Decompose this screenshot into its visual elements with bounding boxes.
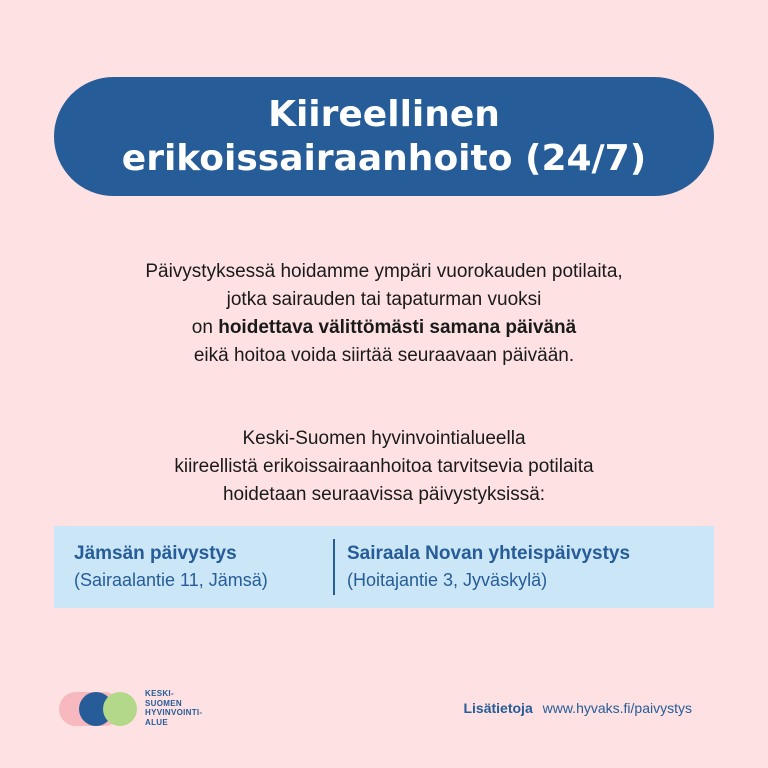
logo-text-line: SUOMEN xyxy=(145,698,182,708)
location-address: (Hoitajantie 3, Jyväskylä) xyxy=(347,570,548,590)
region-line-3: hoidetaan seuraavissa päivystyksissä: xyxy=(222,484,546,505)
intro-line-1: Päivystyksessä hoidamme ympäri vuorokauden potilaita, xyxy=(145,261,623,282)
region-text xyxy=(40,425,728,509)
footer-info xyxy=(463,700,692,716)
location-name: Jämsän päivystys xyxy=(74,543,237,564)
title-banner xyxy=(54,77,714,196)
logo-text-line: ALUE xyxy=(145,717,168,727)
locations-box xyxy=(54,526,714,608)
organization-logo-text xyxy=(145,689,202,727)
intro-line-2: jotka sairauden tai tapaturman vuoksi xyxy=(226,289,542,310)
title-line-2: erikoissairaanhoito (24/7) xyxy=(121,137,647,179)
title-line-1: Kiireellinen xyxy=(268,93,500,135)
intro-emphasis: hoidettava välittömästi samana päivänä xyxy=(218,317,577,338)
intro-line-3 xyxy=(40,314,728,342)
intro-line-4: eikä hoitoa voida siirtää seuraavaan päivään. xyxy=(193,345,575,366)
region-line-1: Keski-Suomen hyvinvointialueella xyxy=(242,428,526,449)
location-nova xyxy=(335,540,630,594)
more-info-label: Lisätietoja xyxy=(463,700,533,716)
intro-line-3-prefix: on xyxy=(191,317,219,338)
logo-text-line: KESKI- xyxy=(145,689,174,698)
more-info-link[interactable]: www.hyvaks.fi/paivystys xyxy=(542,700,692,716)
logo-text-line: HYVINVOINTI- xyxy=(145,708,203,717)
location-name: Sairaala Novan yhteispäivystys xyxy=(347,543,631,564)
intro-text xyxy=(40,258,728,370)
location-jamsa xyxy=(54,540,329,594)
organization-logo-icon xyxy=(58,689,148,729)
location-address: (Sairaalantie 11, Jämsä) xyxy=(74,570,268,590)
region-line-2: kiireellistä erikoissairaanhoitoa tarvitsevia potilaita xyxy=(174,456,594,477)
